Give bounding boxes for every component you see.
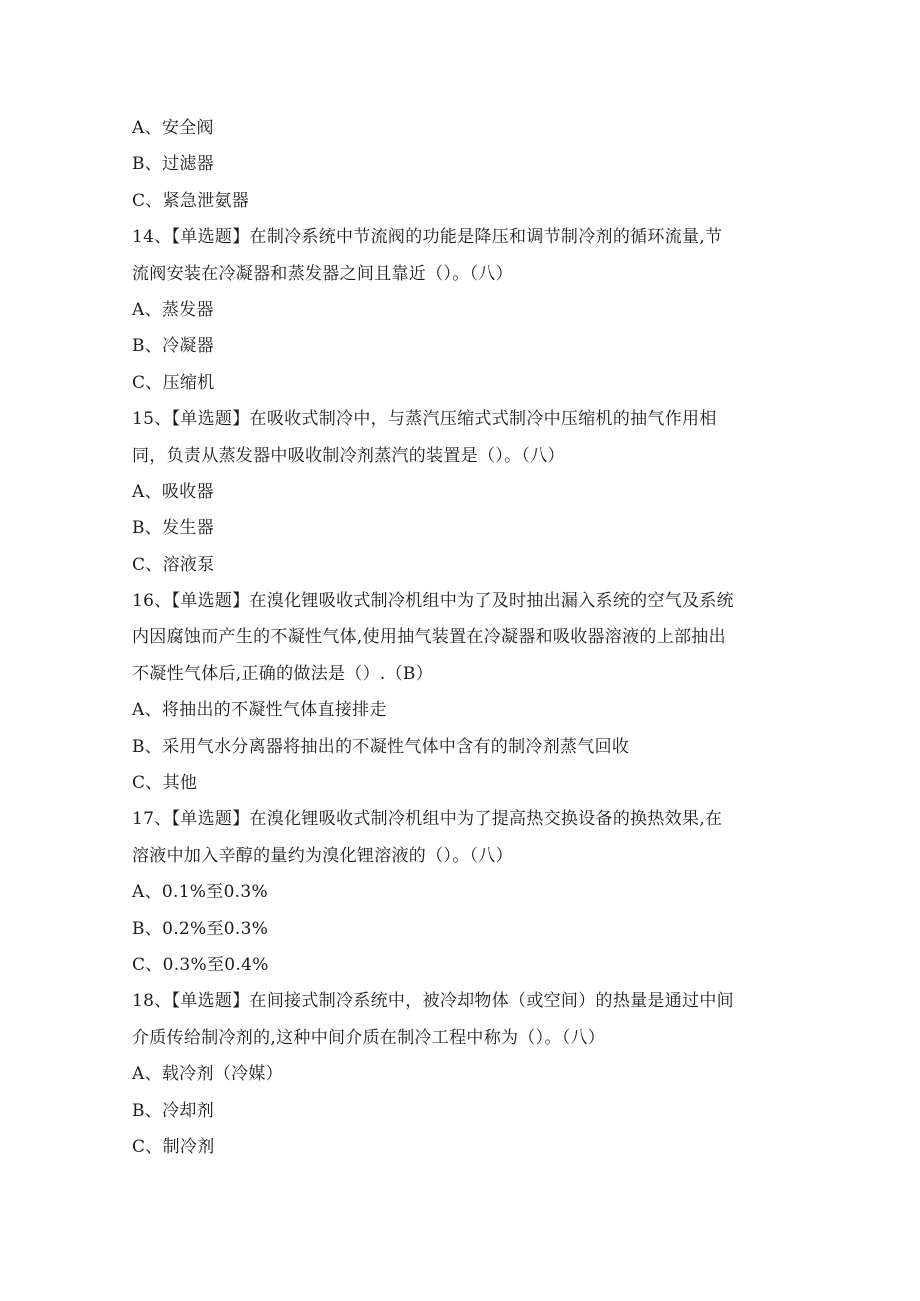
option-line: A、吸收器 bbox=[132, 481, 214, 502]
question-line: 15、【单选题】在吸收式制冷中，与蒸汽压缩式式制冷中压缩机的抽气作用相 bbox=[132, 409, 717, 430]
question-line: 同，负责从蒸发器中吸收制冷剂蒸汽的装置是（）。（八） bbox=[132, 445, 565, 466]
option-line: B、过滤器 bbox=[132, 154, 214, 175]
option-line: C、紧急泄氨器 bbox=[132, 190, 250, 211]
option-line: A、蒸发器 bbox=[132, 299, 214, 320]
option-line: B、发生器 bbox=[132, 518, 214, 539]
option-line: B、0.2%至0.3% bbox=[132, 918, 269, 939]
option-line: A、0.1%至0.3% bbox=[132, 882, 268, 903]
question-line: 流阀安装在冷凝器和蒸发器之间且靠近（）。（八） bbox=[132, 263, 513, 284]
question-line: 14、【单选题】在制冷系统中节流阀的功能是降压和调节制冷剂的循环流量,节 bbox=[132, 227, 723, 248]
option-line: A、载冷剂（冷媒） bbox=[132, 1064, 283, 1085]
option-line: C、压缩机 bbox=[132, 372, 215, 393]
option-line: B、采用气水分离器将抽出的不凝性气体中含有的制冷剂蒸气回收 bbox=[132, 736, 630, 757]
option-line: C、其他 bbox=[132, 773, 198, 794]
option-line: B、冷凝器 bbox=[132, 336, 214, 357]
option-line: A、将抽出的不凝性气体直接排走 bbox=[132, 700, 387, 721]
question-line: 18、【单选题】在间接式制冷系统中，被冷却物体（或空间）的热量是通过中间 bbox=[132, 991, 734, 1012]
question-line: 16、【单选题】在溴化锂吸收式制冷机组中为了及时抽出漏入系统的空气及系统 bbox=[132, 591, 734, 612]
question-line: 介质传给制冷剂的,这种中间介质在制冷工程中称为（）。（八） bbox=[132, 1027, 606, 1048]
option-line: B、冷却剂 bbox=[132, 1100, 214, 1121]
option-line: C、0.3%至0.4% bbox=[132, 954, 269, 975]
option-line: C、溶液泵 bbox=[132, 554, 215, 575]
option-line: C、制冷剂 bbox=[132, 1136, 215, 1157]
question-line: 溶液中加入辛醇的量约为溴化锂溶液的（）。（八） bbox=[132, 845, 513, 866]
question-line: 不凝性气体后,正确的做法是（）.（B） bbox=[132, 663, 433, 684]
option-line: A、安全阀 bbox=[132, 118, 214, 138]
question-line: 17、【单选题】在溴化锂吸收式制冷机组中为了提高热交换设备的换热效果,在 bbox=[132, 809, 723, 830]
question-line: 内因腐蚀而产生的不凝性气体,使用抽气装置在冷凝器和吸收器溶液的上部抽出 bbox=[132, 627, 726, 648]
document-body bbox=[132, 110, 792, 1165]
